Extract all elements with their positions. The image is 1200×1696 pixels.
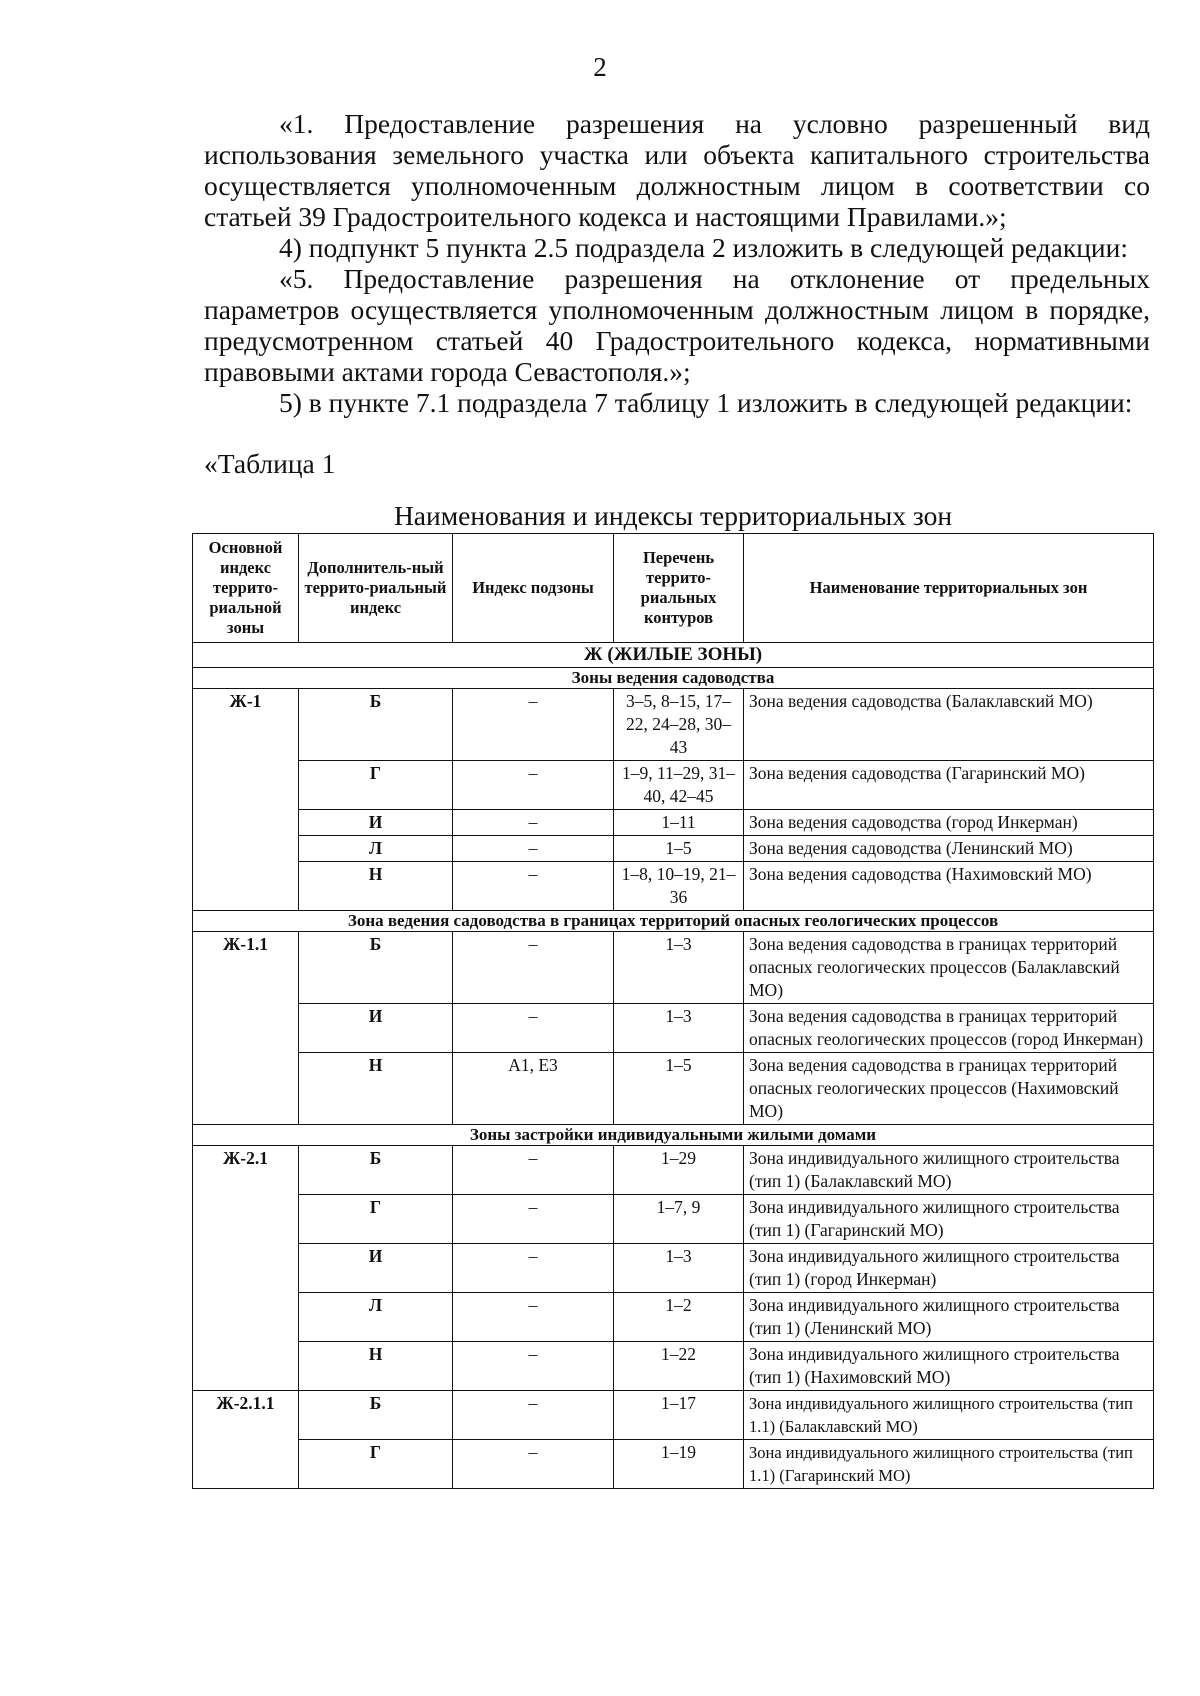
subsection-title: Зоны застройки индивидуальными жилыми домами xyxy=(193,1125,1154,1146)
additional-index-cell: Г xyxy=(299,1195,453,1244)
zone-name-cell: Зона индивидуального жилищного строительства (тип 1) (город Инкерман) xyxy=(744,1244,1154,1293)
table-row xyxy=(193,1004,1154,1053)
paragraph: «5. Предоставление разрешения на отклонение от предельных параметров осуществляется уполномоченным должностным лицом в порядке, предусмотренном статьей 40 Градостроительного кодекса, нормативными правовыми актами города Севастополя.»; xyxy=(204,263,1150,387)
additional-index-cell: И xyxy=(299,810,453,836)
main-index-cell: Ж-1 xyxy=(193,689,299,911)
zone-name-cell: Зона ведения садоводства в границах территорий опасных геологических процессов (Балаклавский МО) xyxy=(744,932,1154,1004)
zone-name-cell: Зона ведения садоводства в границах территорий опасных геологических процессов (Нахимовский МО) xyxy=(744,1053,1154,1125)
subsection-row xyxy=(193,911,1154,932)
table-row xyxy=(193,1440,1154,1489)
zone-name-cell: Зона ведения садоводства (город Инкерман) xyxy=(744,810,1154,836)
zones-table-body xyxy=(193,643,1154,1489)
zone-name-cell: Зона индивидуального жилищного строительства (тип 1) (Гагаринский МО) xyxy=(744,1195,1154,1244)
zone-name-cell: Зона индивидуального жилищного строительства (тип 1.1) (Балаклавский МО) xyxy=(744,1391,1154,1440)
subsection-row xyxy=(193,668,1154,689)
table-row xyxy=(193,1244,1154,1293)
table-header-row xyxy=(193,534,1154,643)
contours-cell: 1–17 xyxy=(614,1391,744,1440)
contours-cell: 1–9, 11–29, 31–40, 42–45 xyxy=(614,761,744,810)
main-index-cell: Ж-2.1 xyxy=(193,1146,299,1391)
zones-table xyxy=(192,533,1154,1489)
main-index-cell: Ж-2.1.1 xyxy=(193,1391,299,1489)
subzone-index-cell: – xyxy=(453,1244,614,1293)
subzone-index-cell: – xyxy=(453,761,614,810)
subzone-index-cell: – xyxy=(453,1440,614,1489)
table-row xyxy=(193,1293,1154,1342)
paragraph: «1. Предоставление разрешения на условно разрешенный вид использования земельного участка или объекта капитального строительства осуществляется уполномоченным должностным лицом в соответствии со статьей 39 Градостроительного кодекса и настоящими Правилами.»; xyxy=(204,108,1150,232)
zone-name-cell: Зона ведения садоводства (Балаклавский МО) xyxy=(744,689,1154,761)
table-row xyxy=(193,689,1154,761)
subzone-index-cell: А1, Е3 xyxy=(453,1053,614,1125)
zone-name-cell: Зона индивидуального жилищного строительства (тип 1) (Нахимовский МО) xyxy=(744,1342,1154,1391)
header-subzone-index: Индекс подзоны xyxy=(453,534,614,643)
additional-index-cell: Б xyxy=(299,1146,453,1195)
table-row xyxy=(193,1391,1154,1440)
additional-index-cell: Б xyxy=(299,932,453,1004)
contours-cell: 1–3 xyxy=(614,932,744,1004)
main-index-cell: Ж-1.1 xyxy=(193,932,299,1125)
contours-cell: 1–3 xyxy=(614,1244,744,1293)
subzone-index-cell: – xyxy=(453,836,614,862)
zone-name-cell: Зона ведения садоводства (Ленинский МО) xyxy=(744,836,1154,862)
table-row xyxy=(193,836,1154,862)
zone-name-cell: Зона ведения садоводства в границах территорий опасных геологических процессов (город Инкерман) xyxy=(744,1004,1154,1053)
zone-name-cell: Зона ведения садоводства (Нахимовский МО) xyxy=(744,862,1154,911)
zone-name-cell: Зона ведения садоводства (Гагаринский МО) xyxy=(744,761,1154,810)
section-row xyxy=(193,643,1154,668)
additional-index-cell: Г xyxy=(299,761,453,810)
page-number: 2 xyxy=(593,52,607,82)
zone-name-cell: Зона индивидуального жилищного строительства (тип 1.1) (Гагаринский МО) xyxy=(744,1440,1154,1489)
contours-cell: 1–11 xyxy=(614,810,744,836)
additional-index-cell: И xyxy=(299,1004,453,1053)
contours-cell: 1–5 xyxy=(614,836,744,862)
table-row xyxy=(193,1146,1154,1195)
additional-index-cell: Н xyxy=(299,1342,453,1391)
additional-index-cell: Н xyxy=(299,862,453,911)
table-row xyxy=(193,1195,1154,1244)
contours-cell: 1–19 xyxy=(614,1440,744,1489)
contours-cell: 1–22 xyxy=(614,1342,744,1391)
subsection-title: Зона ведения садоводства в границах территорий опасных геологических процессов xyxy=(193,911,1154,932)
zone-name-cell: Зона индивидуального жилищного строительства (тип 1) (Балаклавский МО) xyxy=(744,1146,1154,1195)
subsection-title: Зоны ведения садоводства xyxy=(193,668,1154,689)
paragraph: 5) в пункте 7.1 подраздела 7 таблицу 1 изложить в следующей редакции: xyxy=(279,387,1133,418)
additional-index-cell: И xyxy=(299,1244,453,1293)
table-label: «Таблица 1 xyxy=(204,448,336,479)
subzone-index-cell: – xyxy=(453,1293,614,1342)
table-title: Наименования и индексы территориальных зон xyxy=(393,500,953,531)
subsection-row xyxy=(193,1125,1154,1146)
additional-index-cell: Н xyxy=(299,1053,453,1125)
additional-index-cell: Л xyxy=(299,836,453,862)
table-row xyxy=(193,1342,1154,1391)
contours-cell: 1–5 xyxy=(614,1053,744,1125)
header-main-index: Основной индекс террито-риальной зоны xyxy=(193,534,299,643)
body-text xyxy=(204,108,1150,418)
subzone-index-cell: – xyxy=(453,1342,614,1391)
additional-index-cell: Г xyxy=(299,1440,453,1489)
contours-cell: 1–7, 9 xyxy=(614,1195,744,1244)
additional-index-cell: Б xyxy=(299,1391,453,1440)
additional-index-cell: Б xyxy=(299,689,453,761)
table-row xyxy=(193,862,1154,911)
subzone-index-cell: – xyxy=(453,862,614,911)
table-row xyxy=(193,810,1154,836)
additional-index-cell: Л xyxy=(299,1293,453,1342)
contours-cell: 1–2 xyxy=(614,1293,744,1342)
subzone-index-cell: – xyxy=(453,1146,614,1195)
subzone-index-cell: – xyxy=(453,1004,614,1053)
subzone-index-cell: – xyxy=(453,1195,614,1244)
header-additional-index: Дополнитель-ный террито-риальный индекс xyxy=(299,534,453,643)
table-row xyxy=(193,1053,1154,1125)
subzone-index-cell: – xyxy=(453,932,614,1004)
contours-cell: 1–29 xyxy=(614,1146,744,1195)
subzone-index-cell: – xyxy=(453,810,614,836)
zone-name-cell: Зона индивидуального жилищного строительства (тип 1) (Ленинский МО) xyxy=(744,1293,1154,1342)
table-row xyxy=(193,761,1154,810)
header-zone-name: Наименование территориальных зон xyxy=(744,534,1154,643)
section-title: Ж (ЖИЛЫЕ ЗОНЫ) xyxy=(193,643,1154,668)
contours-cell: 1–3 xyxy=(614,1004,744,1053)
contours-cell: 1–8, 10–19, 21–36 xyxy=(614,862,744,911)
contours-cell: 3–5, 8–15, 17–22, 24–28, 30–43 xyxy=(614,689,744,761)
header-contours: Перечень террито-риальных контуров xyxy=(614,534,744,643)
subzone-index-cell: – xyxy=(453,689,614,761)
subzone-index-cell: – xyxy=(453,1391,614,1440)
paragraph: 4) подпункт 5 пункта 2.5 подраздела 2 изложить в следующей редакции: xyxy=(279,232,1128,263)
table-row xyxy=(193,932,1154,1004)
